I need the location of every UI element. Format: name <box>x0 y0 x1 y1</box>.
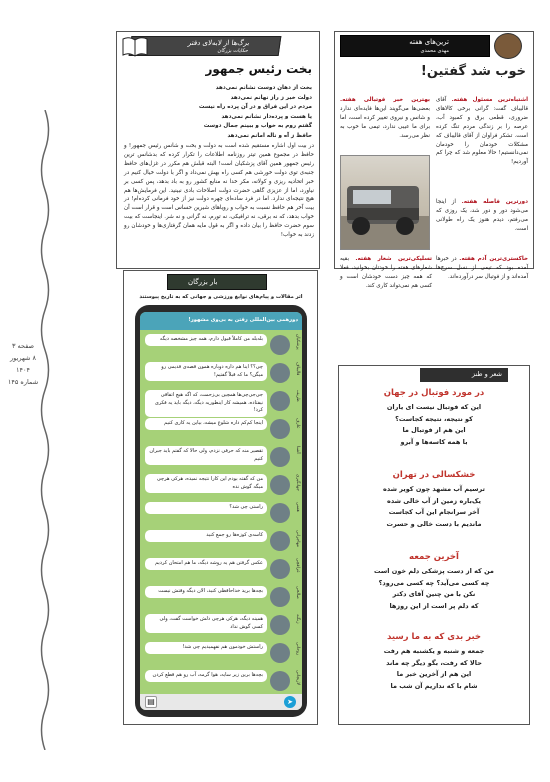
chat-message: جی‌جی‌چی‌ها همچین بی‌زحمت، که اگه هیچ اتفاقی نیفتاده، همیشه کار اینطوریه دیگه، دیگه باید یه فکری کرد! <box>145 390 267 417</box>
poem-line: من که از دست پزشکی دلم خون است <box>374 567 494 575</box>
left-article-tag <box>129 36 282 56</box>
chat-message: من که گفته بودم این کارا نتیجه نمیده، هرکی هرچی میگه گوش نده <box>145 474 267 493</box>
chat-header <box>140 312 302 330</box>
poem-line: ماندیم با دست خالی و حسرت <box>386 519 482 528</box>
avatar <box>270 475 290 495</box>
chat-message: کاسه‌ی کوزه‌ها رو جمع کنید <box>145 530 267 542</box>
poem-line: نکن با من چنین آقای دکتر <box>392 590 476 598</box>
paragraph-title: اشتباه‌ترین مسئول هفته. <box>451 97 528 103</box>
sender-name: همتی <box>295 502 300 512</box>
page-number: صفحه ۳ <box>11 342 35 350</box>
right-tag-subtitle: مهدی محمدی <box>420 48 449 54</box>
paragraph-text: از اینجا می‌شود دور و دور شد، یک روزی که می‌رفتم، دیدم هنوز یک راه طولانی است. <box>436 199 528 232</box>
sender-name: ظریف <box>295 390 300 402</box>
chat-message: اینجا کم‌کم داره شلوغ میشه، بیاین یه کاری کنیم <box>145 418 267 430</box>
right-paragraph-3 <box>436 198 528 234</box>
avatar <box>270 391 290 411</box>
avatar <box>270 671 290 691</box>
poem-line: کو نتیجه، نتیجه کجاست؟ <box>395 414 473 423</box>
paragraph-title: خاکستری‌ترین آدم هفته. <box>459 256 528 262</box>
poem-line: ترسیم آب مشهد چون کویر شده <box>382 485 486 493</box>
poem-line: این هم از آخرین خبر ما <box>396 670 472 678</box>
paragraph-text: بعضی‌ها می‌گویند این‌ها فایده‌ای ندارد و شانس و نیروی تغییر کرده است، اما برای ما عیبی ندارد، تیمی ما خوب به نظر می‌رسد. <box>340 105 430 139</box>
left-article-verses <box>124 84 312 141</box>
paragraph-text: آقای قالیباف گفت: گرانی برخی کالاهای ضروری، قطعی برق و کمبود آب، عرصه را بر زندگی مردم تنگ کرده است. تشکر فراوان از آقای قالیباف که مشکلات خودمان را خودمان نمی‌دانستیم! حالا معلوم شد که چرا کم آوردیم! <box>436 97 528 166</box>
issue-number: شماره ۱۴۵ <box>7 378 39 386</box>
chat-message: بچه‌ها برید خداحافظی کنید، الان دیگه وقتش نیست <box>145 586 267 598</box>
avatar <box>270 447 290 467</box>
avatar <box>270 503 290 523</box>
sender-name: مهاجرانی <box>295 530 300 547</box>
chat-title: دورهمی بین‌المللی رفتن به بی‌وی مشهور! <box>188 317 298 323</box>
verse-line: مردم در این فراق و در آن پرده راه نیست <box>198 104 312 110</box>
poem-line: شام با که نداریم آن شب ما <box>390 681 478 690</box>
send-icon[interactable]: ➤ <box>284 696 296 708</box>
avatar <box>270 643 290 663</box>
chat-message: بله‌بله من کاملاً قبول دارم، همه چیز مشخصه دیگه <box>145 334 267 346</box>
chat-message: عکس گرفتن هم یه روشه دیگه، ما هم امتحان کردیم <box>145 558 267 570</box>
avatar <box>270 335 290 355</box>
poem-title: آخرین جمعه <box>409 552 459 562</box>
verse-line: حافظ ز آه و ناله امانم نمی‌دهد <box>227 132 312 139</box>
avatar <box>270 615 290 635</box>
left-tag-subtitle: حکایات بزرگان <box>217 48 249 54</box>
poem-line: جمعه و شنبه و یکشنبه هم رفت <box>383 647 485 655</box>
verse-line: یا هست و پرده‌دار نشانم نمی‌دهد <box>221 113 312 120</box>
chat-feature-caption: اثر مقالات و پیام‌های نوابغ ورزشی و جهانی که به تاریخ پیوستند <box>139 294 303 300</box>
chat-message: چی؟؟ اینا هم داره دوباره همون قصه‌ی قدیمی رو میگن؟ ما که قبلاً گفتیم! <box>145 362 267 381</box>
paragraph-title: تسلیکی‌ترین شعار هفته. <box>355 256 432 262</box>
sender-name: آشنا <box>295 446 300 454</box>
side-wave-decoration <box>38 110 52 750</box>
poem-title: خبر بدی که به ما رسید <box>386 632 482 642</box>
avatar <box>270 587 290 607</box>
page-date: ۸ شهریور ۱۴۰۴ <box>10 354 36 374</box>
poem-line: یک‌باره زمین از آب خالی شده <box>387 496 481 505</box>
paragraph-title: دورترین فاصله هفته. <box>461 199 528 205</box>
chat-message: تقصیر منه که حرفی نزدم، ولی حالا که گفتم باید جبران کنیم <box>145 446 267 465</box>
sender-name: لاریجانی <box>295 670 300 685</box>
sender-name: جهانگیری <box>295 474 300 491</box>
poem-line: حالا که رفت، بگو دیگر چه ماند <box>386 658 482 667</box>
pickup-truck-photo <box>340 155 430 250</box>
right-paragraph-1 <box>436 96 528 167</box>
paragraph-text: بقیه شعارهای هفته را خودتان بخوانید، فعلا که همه چیز دست خودشان است و کسی هم نمی‌تواند کاری کند. <box>340 256 432 289</box>
avatar <box>270 531 290 551</box>
left-tag-title: برگ‌ها از لابه‌لای دفتر <box>187 39 250 47</box>
sender-name: عراقچی <box>295 558 300 573</box>
verse-line: دولت خبر ز راز نهانم نمی‌دهد <box>230 94 312 101</box>
left-article-title: بخت رئیس جمهور <box>205 62 312 76</box>
poem-line: این که فوتبال نیست ای یاران <box>386 403 482 411</box>
right-article-title: خوب شد گفتین! <box>420 64 526 79</box>
page-info <box>3 340 43 388</box>
left-article-body: در بیت اول اشاره مستقیم شده است به دولت و بخت و شانس رئیس جمهور! و حافظ در مجموع همین تیتر روزنامه اطلاعات را تکرار کرده که بدشانس ترین رئیس جمهور همین آقای پزشکیان است! البته قبلش هم مکرر در غزل‌های حافظ جنبه‌ی توی دولت خورشی هم کسی راه بهش نمی‌داد و اگر با دولت خیال کنیم در خبر اتحادیه ریزی و کولانه، مکر خدا نه منابع کشور رو به باد بدهد، پس کسی بر نیاورد، اما از عزیزی گاهی حضرت دولت اصلاحات بادی نبینید. این فرمایش‌ها هم هیچ نتیجه‌ای ندارد. اما در فرد ساده‌ای چهره دولت نیز از خود فرمانی کرده‌ام! در بیت آخر هم حافظ نسبت به خواب و رویاهای شیرین حساس است و قرار است آن خواب بدهد، که نه برقی، نه ترافیکی، نه تورم، نه گرانی و نه شر. اینجاست که بیت سوم حضرت حافظ را بیان داده و اگر به قول مایه همان گرفتاری‌ها و خودشان رو زدند به خواب! <box>124 143 314 239</box>
paragraph-title: بهترین خبر فوتبالی هفته. <box>340 97 430 103</box>
sender-name: صالحی <box>295 586 300 599</box>
chat-message: راستش خودمون هم نفهمیدیم چی شد! <box>145 642 267 654</box>
paragraph-text: در خبرها آمده بود که تیمی از نسل سرخ‌ها آمده‌اند و از فوتبال سر درآورده‌اند. <box>436 256 528 280</box>
chat-message: بچه‌ها برین زیر سایه، هوا گرمه، آب رو هم قطع کردن <box>145 670 267 682</box>
verse-line: گفتم روم به خواب و ببینم جمال دوست <box>203 123 312 129</box>
chat-message: راستی چی شد؟ <box>145 502 267 514</box>
avatar <box>270 419 290 439</box>
poem-line: با همه کاسه‌ها و آبرو <box>400 437 468 446</box>
attach-icon[interactable]: ▤ <box>145 696 157 708</box>
right-article-tag <box>340 35 490 57</box>
chat-message: همینه دیگه، هرکی هرچی دلش خواست گفت، ولی کسی گوش نداد <box>145 614 267 633</box>
poems-tag-label: شعر و طنز <box>471 370 502 378</box>
right-paragraph-2 <box>340 96 430 141</box>
avatar <box>270 559 290 579</box>
avatar <box>270 363 290 383</box>
poems-tag <box>420 368 508 382</box>
sender-name: زنگنه <box>295 614 300 624</box>
chat-feature-tag <box>167 274 267 290</box>
right-tag-title: ترین‌های هفته <box>409 38 449 46</box>
poem-title: خشکسالی در تهران <box>392 470 476 480</box>
right-paragraph-5 <box>436 255 528 282</box>
sender-name: پزشکیان <box>295 334 300 350</box>
poem-line: آخر سرانجام این آب کجاست <box>388 508 480 516</box>
sender-name: قالیباف <box>295 362 300 376</box>
chat-input-bar[interactable] <box>140 694 302 710</box>
book-icon <box>122 35 148 57</box>
right-paragraph-4 <box>340 255 432 291</box>
chat-feature-tag-label: بار بزرگان <box>188 278 218 286</box>
poem-line: که دلم پر است از این روزها <box>389 601 479 610</box>
verse-line: بخت از دهان دوست نشانم نمی‌دهد <box>215 85 312 91</box>
author-avatar <box>494 33 522 59</box>
sender-name: روحانی <box>295 642 300 656</box>
poem-title: در مورد فوتبال در جهان <box>383 388 485 398</box>
poem-line: چه کسی می‌آید؟ چه کسی می‌رود؟ <box>378 578 490 587</box>
poem-line: این هم از فوتبال ما <box>402 426 466 434</box>
sender-name: عارف <box>295 418 300 429</box>
